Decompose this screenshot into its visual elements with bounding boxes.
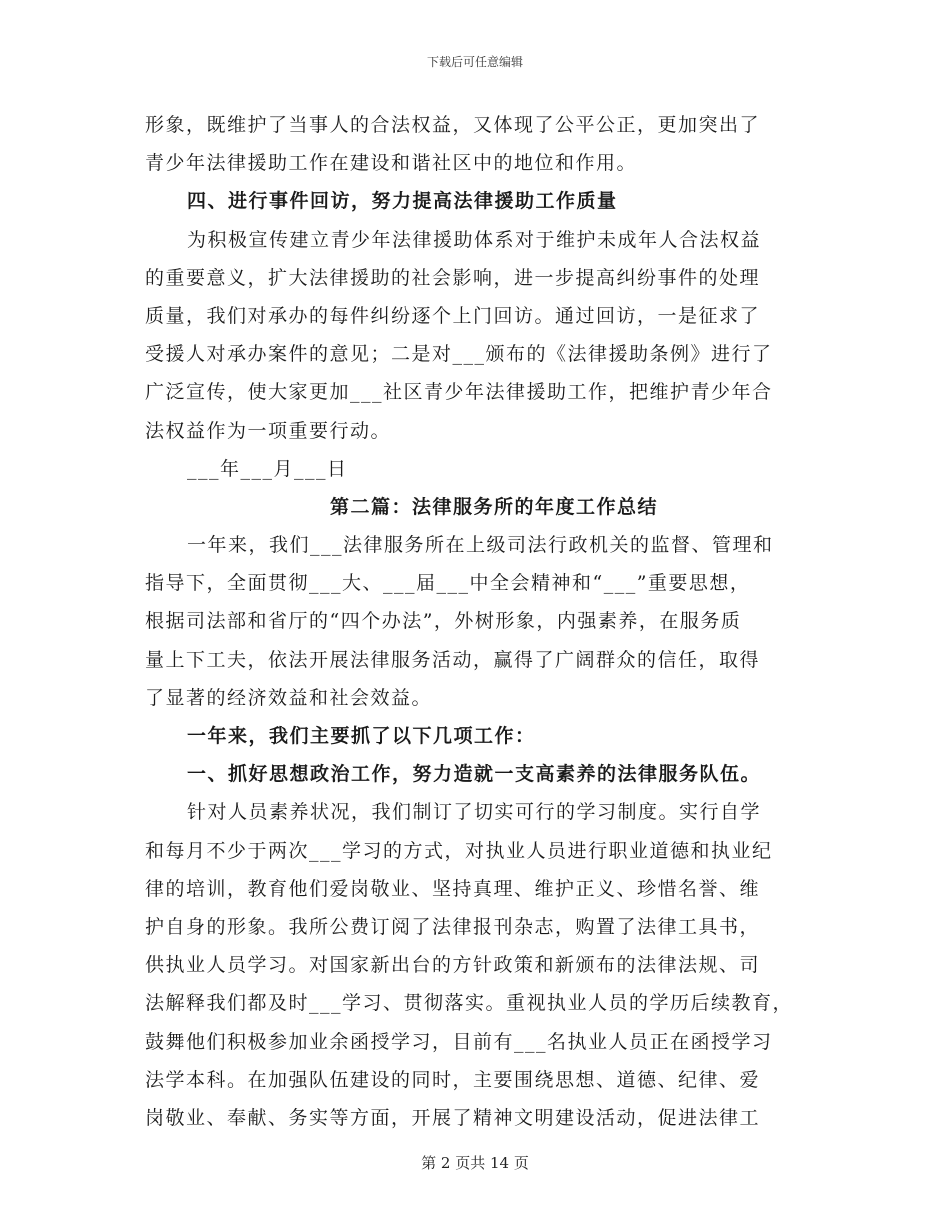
text-line: 的重要意义，扩大法律援助的社会影响，进一步提高纠纷事件的处理 <box>145 266 761 289</box>
text-line: 岗敬业、奉献、务实等方面，开展了精神文明建设活动，促进法律工 <box>145 1106 761 1129</box>
text-line: 受援人对承办案件的意见；二是对___颁布的《法律援助条例》进行了 <box>145 343 773 366</box>
text-line: 鼓舞他们积极参加业余函授学习，目前有___名执业人员正在函授学习 <box>145 1030 773 1053</box>
section-heading: 四、进行事件回访，努力提高法律援助工作质量 <box>187 190 618 213</box>
text-line: 指导下，全面贯彻___大、___届___中全会精神和“___”重要思想， <box>145 572 751 595</box>
text-line: 针对人员素养状况，我们制订了切实可行的学习制度。实行自学 <box>187 801 762 824</box>
text-line: 法解释我们都及时___学习、贯彻落实。重视执业人员的学历后续教育， <box>145 992 794 1015</box>
article-title: 第二篇：法律服务所的年度工作总结 <box>330 495 659 518</box>
text-line: 一年来，我们___法律服务所在上级司法行政机关的监督、管理和 <box>187 534 774 557</box>
document-body <box>145 106 810 1137</box>
text-line: 供执业人员学习。对国家新出台的方针政策和新颁布的法律法规、司 <box>145 954 761 977</box>
text-line: 律的培训，教育他们爱岗敬业、坚持真理、维护正义、珍惜名誉、维 <box>145 877 761 900</box>
text-line: 质量，我们对承办的每件纠纷逐个上门回访。通过回访，一是征求了 <box>145 304 761 327</box>
text-line: 青少年法律援助工作在建设和谐社区中的地位和作用。 <box>145 152 638 175</box>
section-heading: 一年来，我们主要抓了以下几项工作： <box>187 725 536 747</box>
section-heading: 一、抓好思想政治工作，努力造就一支高素养的法律服务队伍。 <box>187 763 762 786</box>
text-line: 法学本科。在加强队伍建设的同时，主要围绕思想、道德、纪律、爱 <box>145 1068 761 1091</box>
page-footer: 第 2 页共 14 页 <box>421 1154 529 1172</box>
text-line: ___年___月___日 <box>187 457 348 480</box>
text-line: 形象，既维护了当事人的合法权益，又体现了公平公正，更加突出了 <box>145 114 761 136</box>
text-line: 护自身的形象。我所公费订阅了法律报刊杂志，购置了法律工具书， <box>145 915 761 938</box>
text-line: 了显著的经济效益和社会效益。 <box>145 686 433 709</box>
text-line: 为积极宣传建立青少年法律援助体系对于维护未成年人合法权益 <box>187 228 762 251</box>
text-line: 广泛宣传，使大家更加___社区青少年法律援助工作，把维护青少年合 <box>145 381 773 404</box>
text-line: 量上下工夫，依法开展法律服务活动，赢得了广阔群众的信任，取得 <box>145 648 761 671</box>
page-header: 下载后可任意编辑 <box>426 55 523 69</box>
text-line: 法权益作为一项重要行动。 <box>145 419 392 442</box>
text-line: 和每月不少于两次___学习的方式，对执业人员进行职业道德和执业纪 <box>145 839 773 862</box>
text-line: 根据司法部和省厅的“四个办法”，外树形象，内强素养，在服务质 <box>145 610 742 633</box>
